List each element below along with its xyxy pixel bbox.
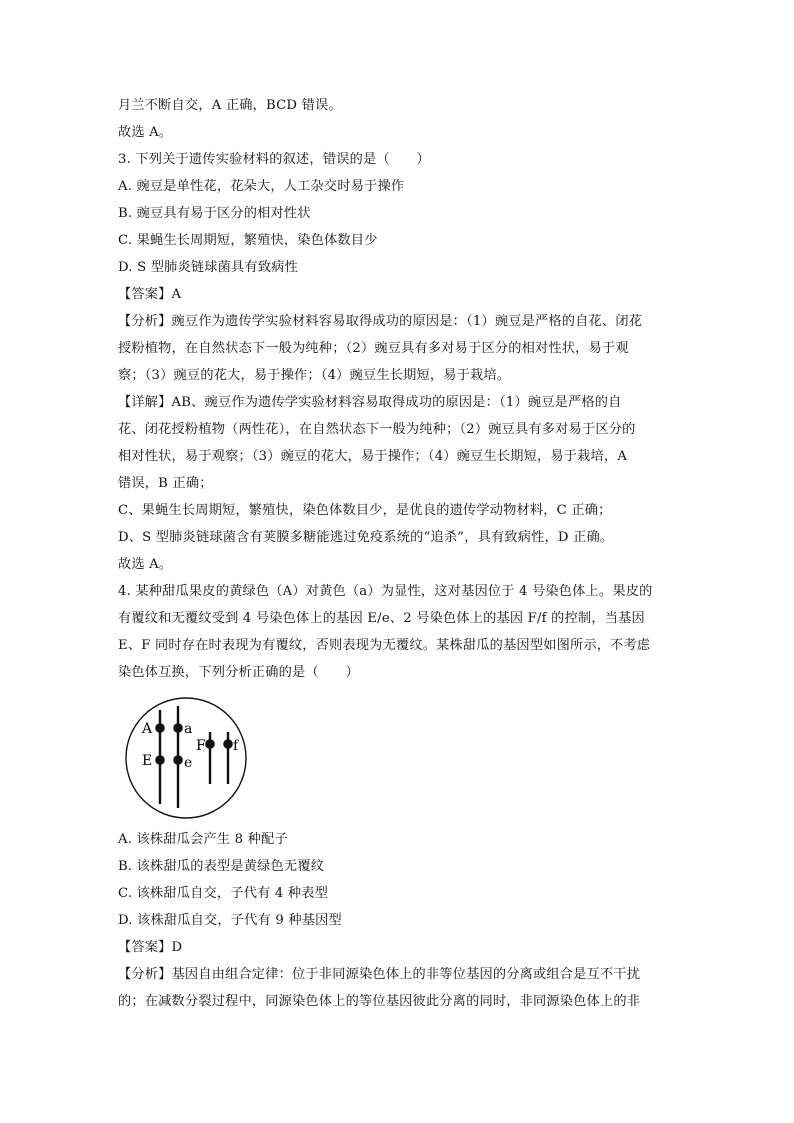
analysis-line: 的；在减数分裂过程中，同源染色体上的等位基因彼此分离的同时，非同源染色体上的非 [118,994,641,1009]
question-4-option-a: A. 该株甜瓜会产生 8 种配子 [118,832,288,847]
label-e: e [184,755,193,771]
label-A: A [142,721,153,737]
gene-locus-f [223,739,233,749]
analysis-line: 授粉植物，在自然状态下一般为纯种；（2）豌豆具有多对易于区分的相对性状，易于观 [118,341,629,356]
question-4-answer: 【答案】D [118,940,183,955]
question-3-stem: 3. 下列关于遗传实验材料的叙述，错误的是（ ） [118,152,430,167]
label-E: E [142,753,153,769]
question-3-answer: 【答案】A [118,287,182,302]
detail-line: 错误，B 正确； [118,476,213,491]
chromosome-figure [122,694,252,820]
analysis-line: 察；（3）豌豆的花大，易于操作；（4）豌豆生长期短，易于栽培。 [118,368,511,383]
gene-locus-F [205,739,215,749]
detail-line: 【详解】AB、豌豆作为遗传学实验材料容易取得成功的原因是：（1）豌豆是严格的自 [118,395,622,410]
question-4-option-c: C. 该株甜瓜自交，子代有 4 种表型 [118,886,329,901]
label-a: a [184,721,193,737]
text-block-top [118,92,678,686]
gene-locus-e [173,755,183,765]
question-4-option-b: B. 该株甜瓜的表型是黄绿色无覆纹 [118,859,325,874]
question-4-option-d: D. 该株甜瓜自交，子代有 9 种基因型 [118,913,342,928]
question-4-stem: 有覆纹和无覆纹受到 4 号染色体上的基因 E/e、2 号染色体上的基因 F/f 的控制，当基因 [118,611,645,626]
question-3-option-b: B. 豌豆具有易于区分的相对性状 [118,206,311,221]
question-3-option-d: D. S 型肺炎链球菌具有致病性 [118,260,298,275]
question-3-option-c: C. 果蝇生长周期短，繁殖快，染色体数目少 [118,233,378,248]
document-page [118,92,678,1015]
question-4-stem: 染色体互换，下列分析正确的是（ ） [118,665,359,680]
question-4-stem: E、F 同时存在时表现为有覆纹，否则表现为无覆纹。某株甜瓜的基因型如图所示，不考虑 [118,638,651,653]
text-line: 月兰不断自交，A 正确，BCD 错误。 [118,98,342,113]
gene-locus-A [155,723,165,733]
gene-locus-E [155,755,165,765]
detail-line: D、S 型肺炎链球菌含有荚膜多糖能逃过免疫系统的“追杀”，具有致病性，D 正确。 [118,530,614,545]
text-line: 故选 A。 [118,125,173,140]
gene-locus-a [173,723,183,733]
analysis-line: 【分析】基因自由组合定律：位于非同源染色体上的非等位基因的分离或组合是互不干扰 [118,967,641,982]
chromosome-diagram [122,694,252,820]
text-block-bottom [118,826,678,1015]
question-3-option-a: A. 豌豆是单性花，花朵大，人工杂交时易于操作 [118,179,405,194]
detail-line: 花、闭花授粉植物（两性花），在自然状态下一般为纯种；（2）豌豆具有多对易于区分的 [118,422,636,437]
detail-line: 相对性状，易于观察；（3）豌豆的花大，易于操作；（4）豌豆生长期短，易于栽培，A [118,449,628,464]
question-4-stem: 4. 某种甜瓜果皮的黄绿色（A）对黄色（a）为显性，这对基因位于 4 号染色体上。果皮的 [118,584,653,599]
label-F: F [196,738,206,754]
label-f: f [233,738,239,754]
detail-line: C、果蝇生长周期短，繁殖快，染色体数目少，是优良的遗传学动物材料，C 正确； [118,503,612,518]
analysis-line: 【分析】豌豆作为遗传学实验材料容易取得成功的原因是：（1）豌豆是严格的自花、闭花 [118,314,643,329]
text-line: 故选 A。 [118,557,173,572]
